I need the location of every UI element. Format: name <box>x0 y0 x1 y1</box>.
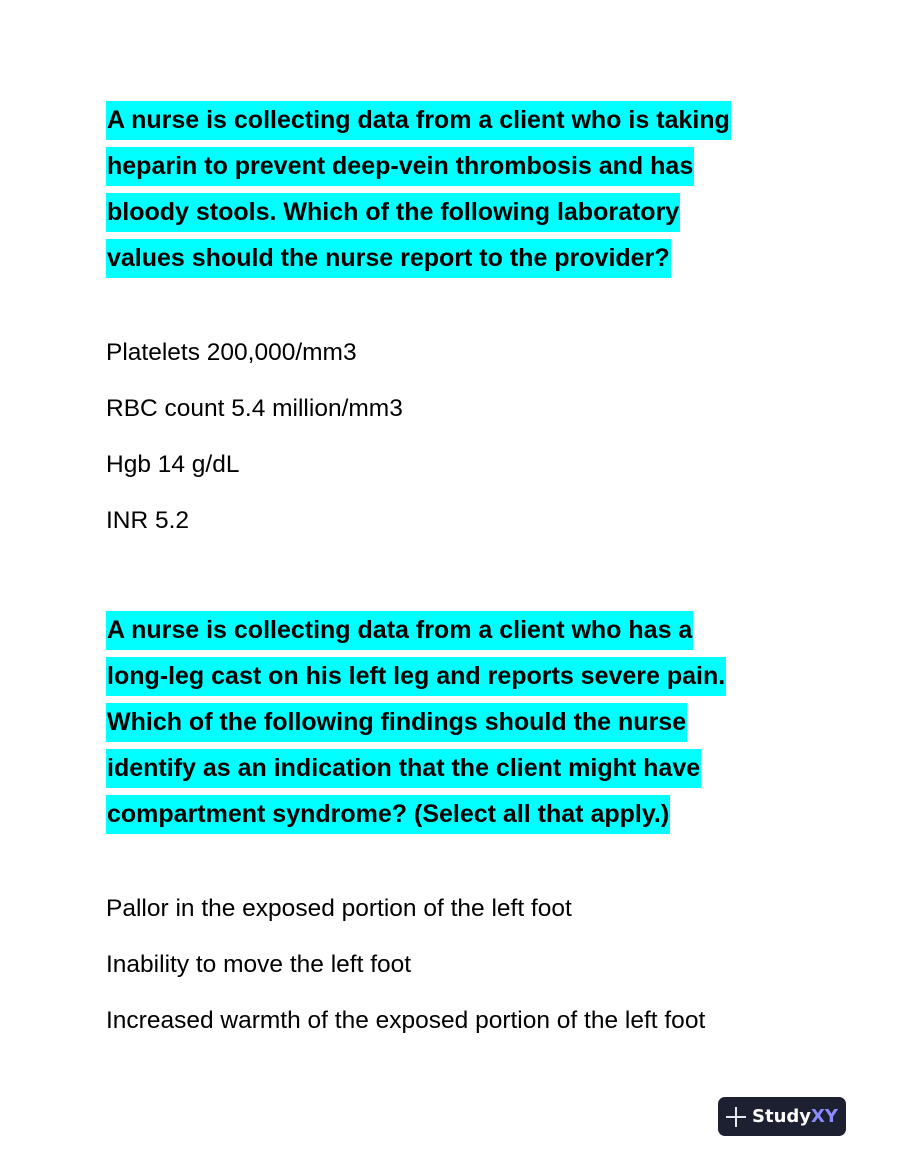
question-line: identify as an indication that the client might have <box>106 745 806 791</box>
question-line: values should the nurse report to the provider? <box>106 235 806 281</box>
question-1 <box>106 97 806 281</box>
answer-option: Pallor in the exposed portion of the left foot <box>106 895 572 922</box>
question-line: long-leg cast on his left leg and reports severe pain. <box>106 653 806 699</box>
question-line: bloody stools. Which of the following laboratory <box>106 189 806 235</box>
question-line: compartment syndrome? (Select all that apply.) <box>106 791 806 837</box>
answer-options-1 <box>106 335 403 559</box>
question-line: A nurse is collecting data from a client who has a <box>106 607 806 653</box>
logo-text-main: Study <box>752 1106 812 1127</box>
studyxy-logo[interactable] <box>718 1097 846 1136</box>
logo-text-accent: XY <box>811 1106 838 1127</box>
answer-option: Platelets 200,000/mm3 <box>106 339 357 366</box>
answer-option: Hgb 14 g/dL <box>106 451 240 478</box>
question-line: A nurse is collecting data from a client who is taking <box>106 97 806 143</box>
answer-options-2 <box>106 891 705 1059</box>
logo-text <box>752 1106 838 1127</box>
answer-option: Increased warmth of the exposed portion of the left foot <box>106 1007 706 1034</box>
question-2 <box>106 607 806 837</box>
question-line: Which of the following findings should the nurse <box>106 699 806 745</box>
answer-option: INR 5.2 <box>106 507 190 534</box>
plus-icon <box>726 1107 746 1127</box>
question-line: heparin to prevent deep-vein thrombosis and has <box>106 143 806 189</box>
answer-option: Inability to move the left foot <box>106 951 412 978</box>
answer-option: RBC count 5.4 million/mm3 <box>106 395 403 422</box>
